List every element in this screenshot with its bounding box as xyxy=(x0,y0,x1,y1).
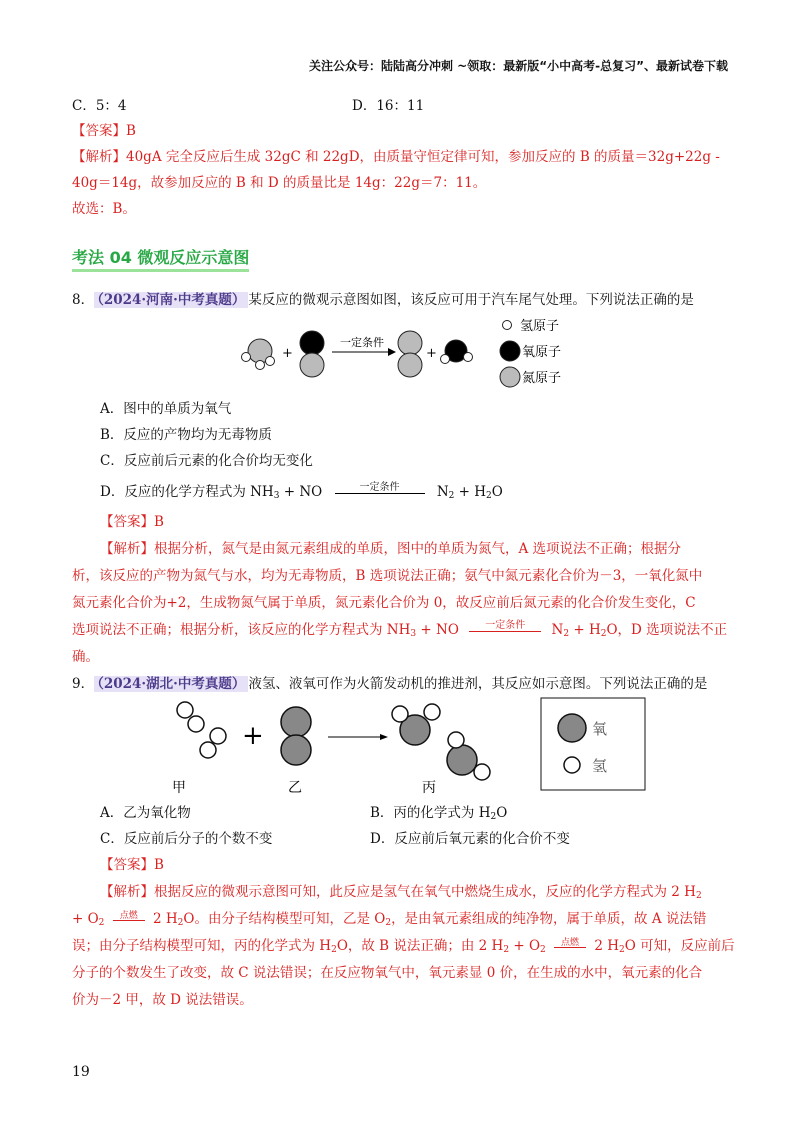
q8-exp4-text: 选项说法不正确；根据分析，该反应的化学方程式为 NH xyxy=(72,622,411,638)
oxygen-atom-icon xyxy=(558,714,586,742)
q8-explanation-4: 选项说法不正确；根据分析，该反应的化学方程式为 $NH_3$ + NO 一定条件 $N_2 + H_2O$，D 选项说法不正 xyxy=(72,620,728,639)
q9-exp3-text: 误；由分子结构模型可知，丙的化学式为 H xyxy=(72,938,332,954)
q8-source-tag: （2024·河南·中考真题） xyxy=(94,292,248,308)
page-header: 关注公众号：陆陆高分冲刺 ~领取：最新版“小中高考-总复习”、最新试卷下载 xyxy=(309,59,728,73)
q8-option-d-no: + NO xyxy=(279,484,323,500)
q9-arrow-icon xyxy=(380,734,388,740)
q8-option-d-n2: N xyxy=(436,484,449,500)
q9-reaction-diagram xyxy=(160,692,650,804)
q8-stem-line xyxy=(72,290,736,310)
q9-exp2-h: 2 H xyxy=(148,911,178,927)
q8-option-b: B．反应的产物均为无毒物质 xyxy=(100,427,272,443)
q8-exp4-h: + H xyxy=(569,622,601,638)
q9-source-tag: （2024·湖北·中考真题） xyxy=(94,676,248,692)
q7-options xyxy=(72,96,736,116)
q8-option-d-condition: 一定条件 xyxy=(335,482,425,494)
q9-exp3-condition: 点燃 xyxy=(554,937,586,948)
nitrogen-molecule xyxy=(398,331,422,377)
q8-option-d-h: + H xyxy=(454,484,487,500)
legend-oxygen: 氧原子 xyxy=(522,345,562,360)
reaction-arrow-icon xyxy=(388,348,396,356)
q9-stem-line xyxy=(72,674,736,694)
section-title: 考法 04 微观反应示意图 xyxy=(72,245,249,272)
q7-explanation-3: 故选：B。 xyxy=(72,201,136,217)
label-bing: 丙 xyxy=(422,780,436,796)
q8-explanation-1: 【解析】根据分析，氮气是由氮元素组成的单质，图中的单质为氮气，A 选项说法不正确；根据分 xyxy=(100,541,682,557)
legend-oxygen: 氧 xyxy=(592,720,608,738)
q9-option-a: A．乙为氧化物 xyxy=(100,805,191,821)
q7-explanation-2: 40g＝14g，故参加反应的 B 和 D 的质量比是 14g：22g＝7：11。 xyxy=(72,175,487,191)
hydrogen-molecules xyxy=(177,702,226,758)
q9-exp2-mid: O。由分子结构模型可知，乙是 O xyxy=(183,911,386,927)
legend-hydrogen: 氢 xyxy=(592,757,608,775)
q9-exp1-text: 【解析】根据反应的微观示意图可知，此反应是氢气在氧气中燃烧生成水，反应的化学方程式为 2 H xyxy=(100,884,696,900)
q9-option-b-o: O xyxy=(496,805,508,821)
q9-option-c: C．反应前后分子的个数不变 xyxy=(100,831,273,847)
q9-options-row-2 xyxy=(100,829,736,849)
q7-option-c: C．5：4 xyxy=(72,98,127,114)
label-jia: 甲 xyxy=(172,780,186,796)
q8-exp4-condition: 一定条件 xyxy=(469,620,541,632)
q8-option-d-text: D．反应的化学方程式为 NH xyxy=(100,484,274,500)
q8-explanation-2: 析，该反应的产物为氮气与水，均为无毒物质，B 选项说法正确；氨气中氮元素化合价为－3，一氧化氮中 xyxy=(72,568,703,584)
ammonia-molecule xyxy=(242,339,275,370)
q9-options-row-1 xyxy=(100,803,736,823)
q7-explanation-1: 【解析】40gA 完全反应后生成 32gC 和 22gD，由质量守恒定律可知，参加反应的 B 的质量＝32g+22g - xyxy=(72,149,720,165)
q9-exp2-condition: 点燃 xyxy=(113,910,145,921)
q9-exp2-o: + O xyxy=(72,911,99,927)
q8-answer: 【答案】B xyxy=(100,514,164,530)
q8-exp4-no: + NO xyxy=(416,622,459,638)
q8-reaction-diagram xyxy=(230,315,610,393)
q9-exp2-tail: ，是由氧元素组成的纯净物，属于单质，故 A 说法错 xyxy=(391,911,707,927)
q9-exp3-mid: O，故 B 说法正确；由 2 H xyxy=(336,938,504,954)
q9-number: 9． xyxy=(72,676,95,692)
legend-hydrogen: 氢原子 xyxy=(520,319,560,334)
q9-explanation-1: 【解析】根据反应的微观示意图可知，此反应是氢气在氧气中燃烧生成水，反应的化学方程式为 2 $H_2$ xyxy=(100,884,702,901)
hydrogen-atom-icon xyxy=(564,757,580,773)
q7-answer: 【答案】B xyxy=(72,123,136,139)
q9-answer: 【答案】B xyxy=(100,857,164,873)
q8-exp4-n2: N xyxy=(551,622,564,638)
q8-plus-1: + xyxy=(282,346,293,361)
oxygen-atom-icon xyxy=(500,341,520,361)
q9-explanation-3: 误；由分子结构模型可知，丙的化学式为 $H_2O$，故 B 说法正确；由 2 $H_2 + O_2$ 点燃 2 $H_2O$ 可知，反应前后 xyxy=(72,937,735,955)
q9-exp3-tail: O 可知，反应前后 xyxy=(624,938,735,954)
q8-option-d-o: O xyxy=(491,484,503,500)
nitric-oxide-molecule xyxy=(300,331,324,377)
q9-exp3-h: 2 H xyxy=(590,938,620,954)
q8-option-c: C．反应前后元素的化合价均无变化 xyxy=(100,453,313,469)
water-molecules xyxy=(392,704,490,780)
q8-stem: 某反应的微观示意图如图，该反应可用于汽车尾气处理。下列说法正确的是 xyxy=(248,292,694,308)
q9-plus: + xyxy=(242,721,264,751)
legend-nitrogen: 氮原子 xyxy=(522,371,562,386)
page-number: 19 xyxy=(72,1064,90,1080)
water-molecule xyxy=(441,340,473,364)
q8-explanation-3: 氮元素化合价为+2，生成物氮气属于单质，氮元素化合价为 0，故反应前后氮元素的化合价发生变化，C xyxy=(72,595,696,611)
hydrogen-atom-icon xyxy=(503,321,512,330)
q8-explanation-5: 确。 xyxy=(72,649,99,665)
q9-option-d: D．反应前后氧元素的化合价不变 xyxy=(370,831,570,847)
q9-stem: 液氢、液氧可作为火箭发动机的推进剂，其反应如示意图。下列说法正确的是 xyxy=(248,676,708,692)
q8-plus-2: + xyxy=(426,346,437,361)
q9-option-b: B．丙的化学式为 $H_2O$ xyxy=(370,805,508,822)
label-yi: 乙 xyxy=(288,780,302,796)
q8-exp4-tail: O，D 选项说法不正 xyxy=(606,622,728,638)
q9-option-b-text: B．丙的化学式为 H xyxy=(370,805,491,821)
q9-legend xyxy=(541,698,645,790)
nitrogen-atom-icon xyxy=(500,367,520,387)
oxygen-molecule xyxy=(281,707,311,765)
q9-explanation-2: + $O_2$ 点燃 2 $H_2O$。由分子结构模型可知，乙是 $O_2$，是由氧元素组成的纯净物，属于单质，故 A 说法错 xyxy=(72,910,707,928)
q8-option-d: D．反应的化学方程式为 $NH_3$ + NO 一定条件 $N_2 + H_2O$ xyxy=(100,482,503,501)
q8-arrow-label: 一定条件 xyxy=(340,337,384,349)
q9-exp3-o: + O xyxy=(509,938,541,954)
q8-number: 8． xyxy=(72,292,95,308)
q7-option-d: D．16：11 xyxy=(352,98,425,114)
q9-explanation-5: 价为－2 甲，故 D 说法错误。 xyxy=(72,992,253,1008)
q9-explanation-4: 分子的个数发生了改变，故 C 说法错误；在反应物氧气中，氧元素显 0 价，在生成的水中，氧元素的化合 xyxy=(72,965,703,981)
q8-option-a: A．图中的单质为氧气 xyxy=(100,401,232,417)
q8-legend xyxy=(500,319,561,387)
